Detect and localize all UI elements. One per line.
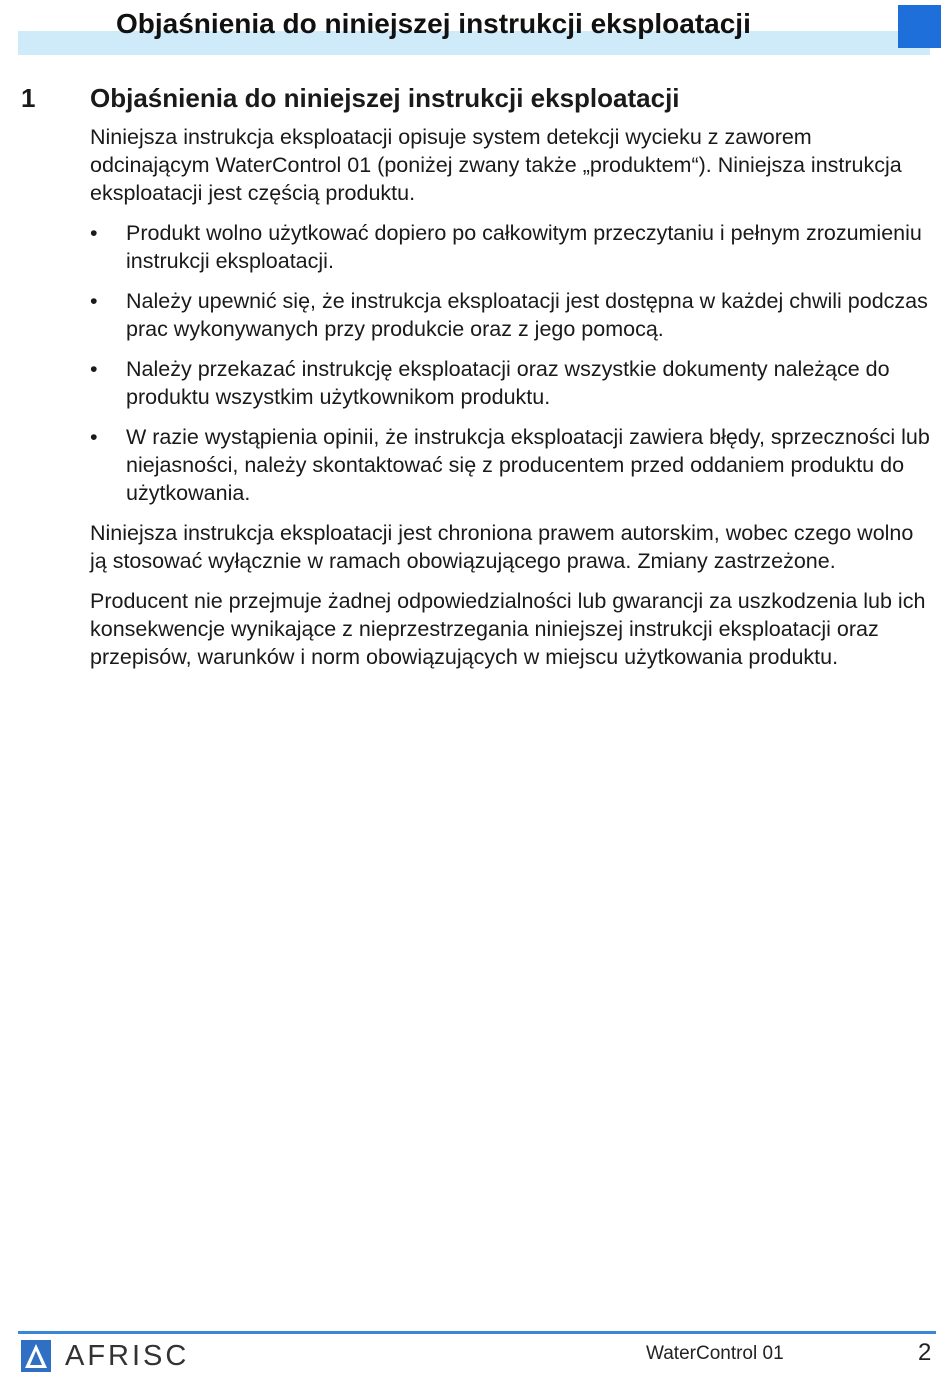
header-accent-square (898, 5, 941, 48)
bullet-icon: • (90, 289, 98, 313)
afrisco-logo-icon (21, 1340, 51, 1372)
intro-paragraph: Niniejsza instrukcja eksploatacji opisuje system detekcji wycieku z zaworem odcinającym WaterControl 01 (poniżej zwany także „produktem“). Niniejsza instrukcja eksploatacji jest częścią produktu. (90, 125, 902, 205)
list-item-text: Należy upewnić się, że instrukcja eksploatacji jest dostępna w każdej chwili podczas prac wykonywanych przy produkcie oraz z jego pomocą. (126, 289, 928, 341)
bullet-icon: • (90, 357, 98, 381)
footer-product-name: WaterControl 01 (646, 1343, 784, 1364)
footer-divider (18, 1331, 936, 1334)
instructions-list (90, 219, 930, 507)
page-header-title: Objaśnienia do niniejszej instrukcji eksploatacji (116, 8, 751, 39)
section-content (90, 123, 930, 683)
list-item (90, 219, 930, 275)
bullet-icon: • (90, 221, 98, 245)
list-item-text: Produkt wolno użytkować dopiero po całkowitym przeczytaniu i pełnym zrozumieniu instrukcji eksploatacji. (126, 221, 922, 273)
list-item (90, 287, 930, 343)
section-title: Objaśnienia do niniejszej instrukcji eksploatacji (90, 83, 680, 113)
list-item (90, 423, 930, 507)
section-number: 1 (21, 83, 36, 113)
logo-text: AFRISC (65, 1339, 190, 1372)
liability-paragraph: Producent nie przejmuje żadnej odpowiedzialności lub gwarancji za uszkodzenia lub ich konsekwencje wynikające z nieprzestrzegania niniejszej instrukcji eksploatacji oraz przepisów, warunków i norm obowiązujących w miejscu użytkowania produktu. (90, 589, 926, 669)
copyright-paragraph: Niniejsza instrukcja eksploatacji jest chroniona prawem autorskim, wobec czego wolno ją stosować wyłącznie w ramach obowiązującego prawa. Zmiany zastrzeżone. (90, 521, 914, 573)
page-number: 2 (918, 1339, 932, 1366)
bullet-icon: • (90, 425, 98, 449)
list-item (90, 355, 930, 411)
list-item-text: W razie wystąpienia opinii, że instrukcja eksploatacji zawiera błędy, sprzeczności lub niejasności, należy skontaktować się z producentem przed oddaniem produktu do użytkowania. (126, 425, 930, 505)
afrisco-logo (21, 1339, 189, 1373)
list-item-text: Należy przekazać instrukcję eksploatacji oraz wszystkie dokumenty należące do produktu wszystkim użytkownikom produktu. (126, 357, 890, 409)
